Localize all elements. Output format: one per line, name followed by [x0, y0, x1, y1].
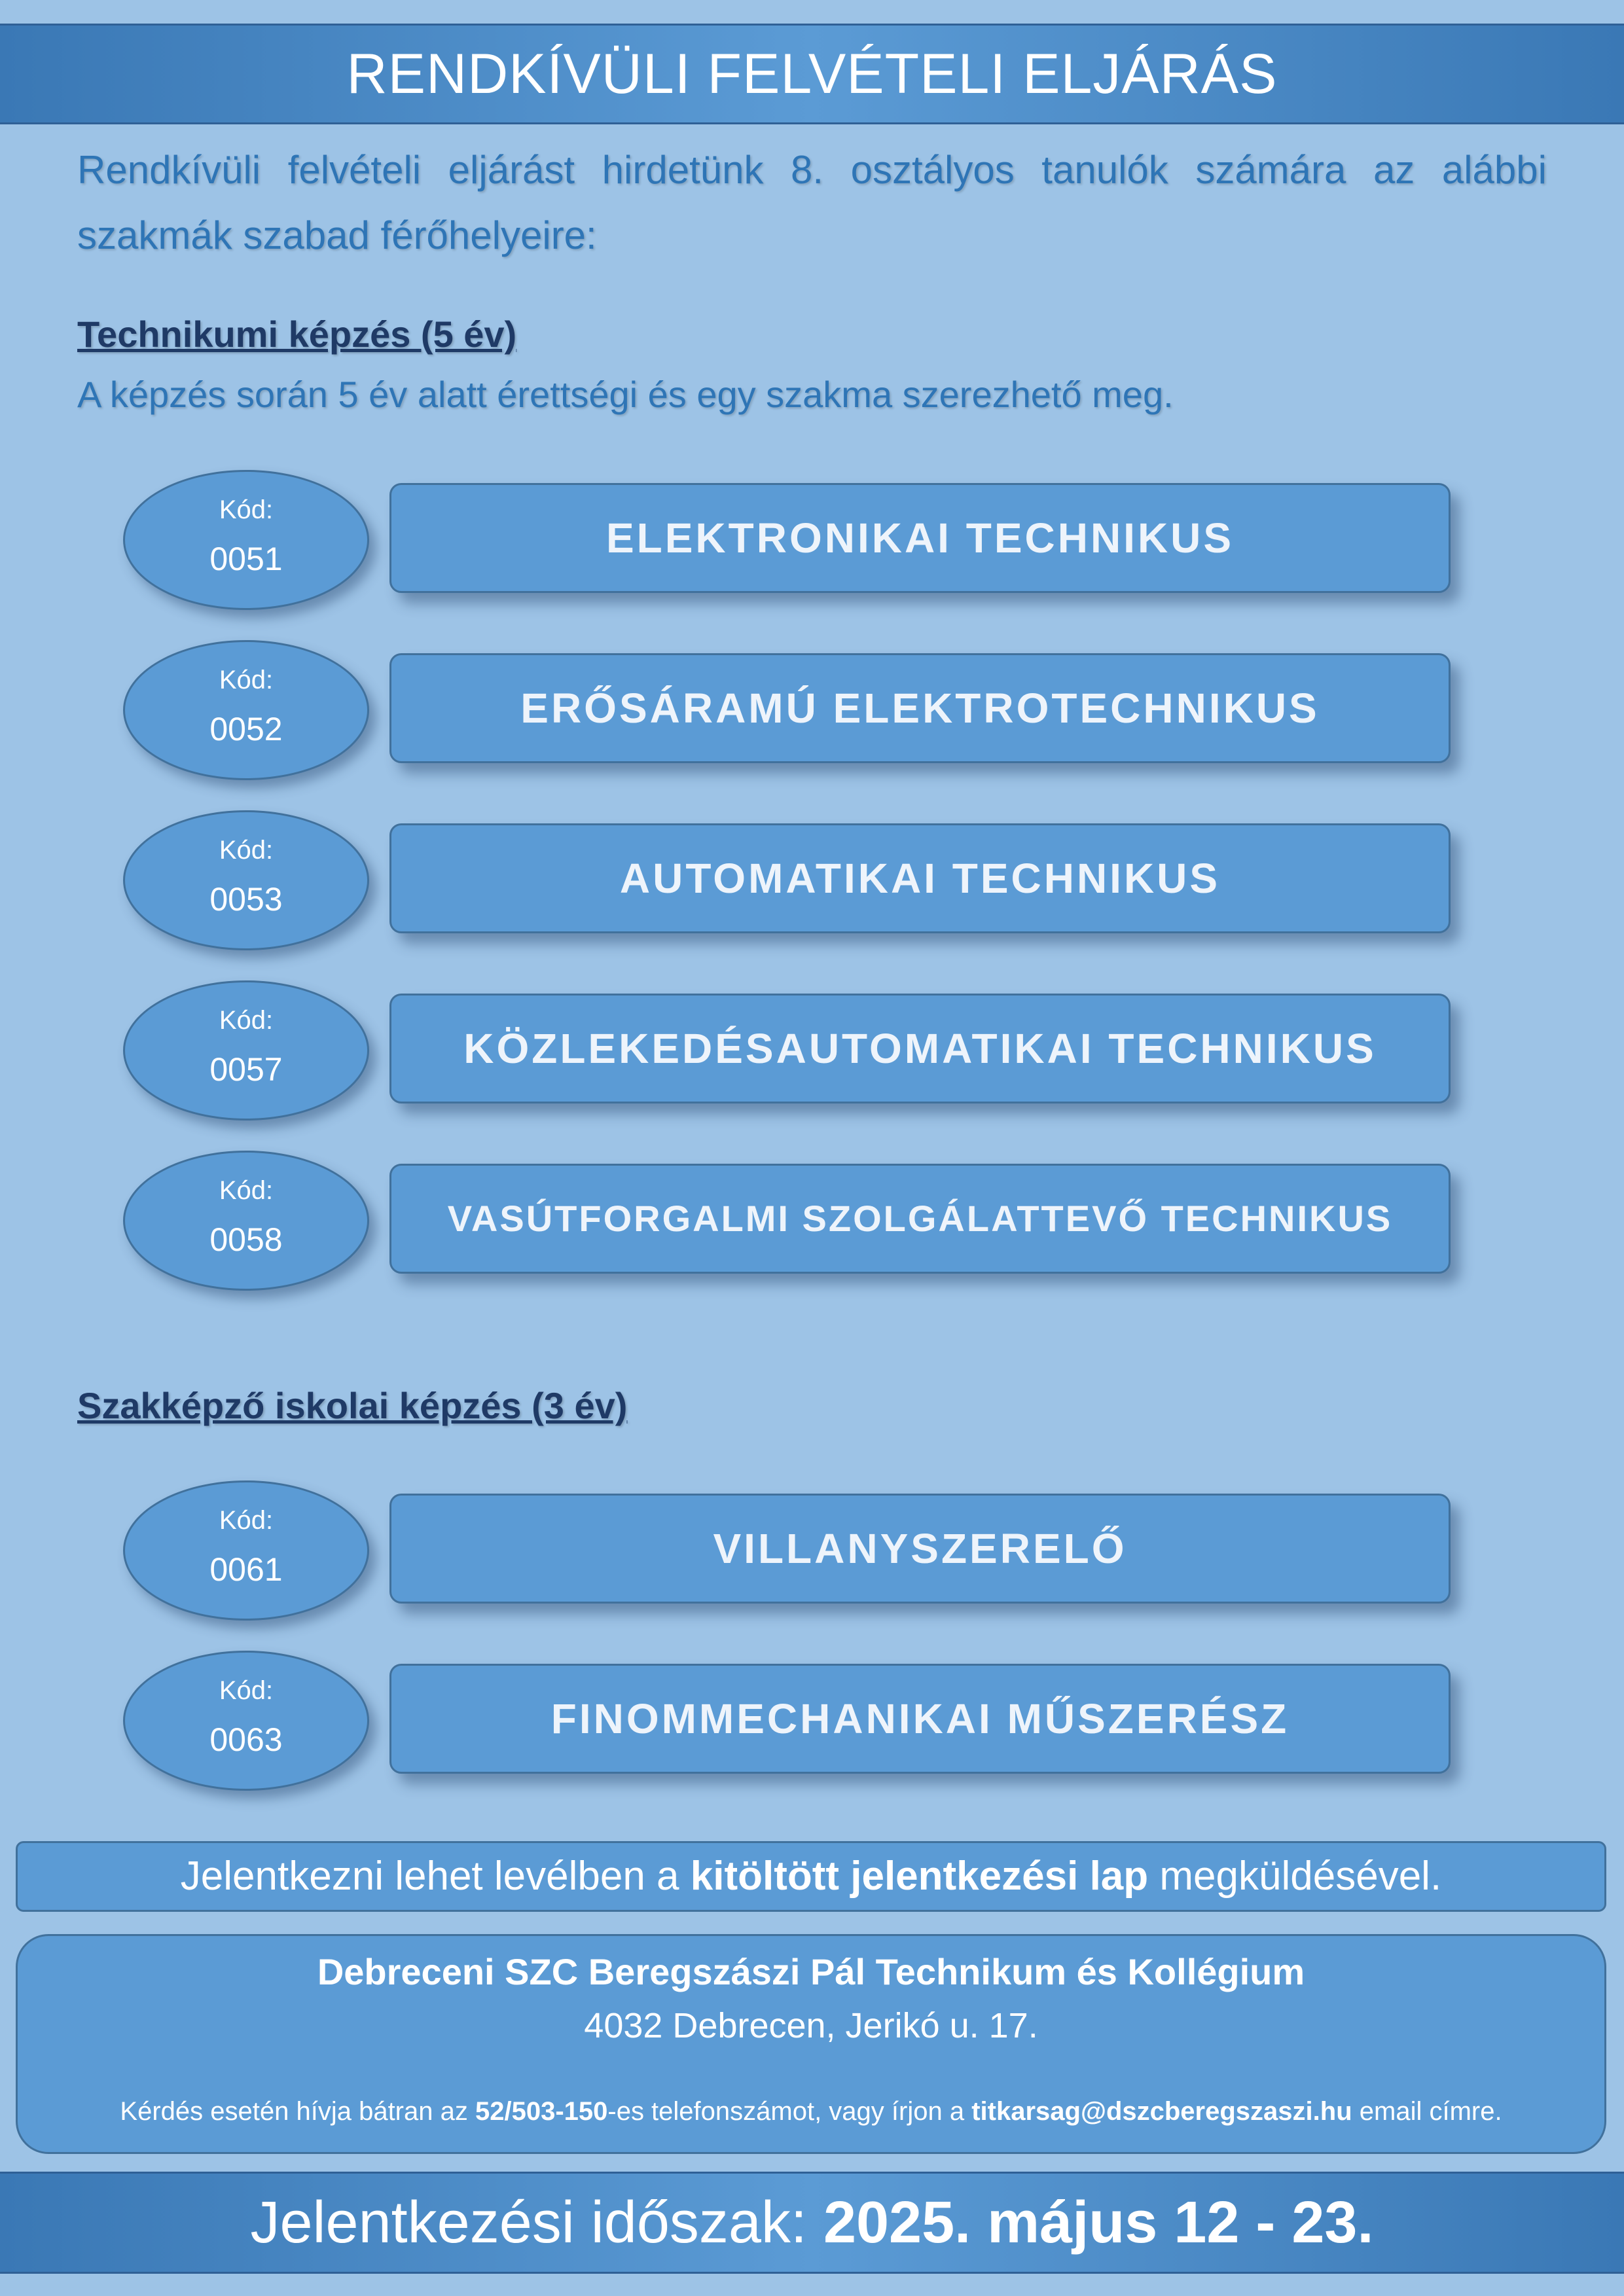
school-contact [18, 2097, 1604, 2126]
application-form-emphasis: kitöltött jelentkezési lap [690, 1854, 1149, 1899]
code-label: Kód: [219, 1676, 274, 1705]
program-row-0063 [0, 1651, 1624, 1788]
code-oval [123, 640, 369, 780]
phone-number: 52/503-150 [475, 2097, 608, 2126]
program-name: VILLANYSZERELŐ [389, 1494, 1451, 1604]
code-label: Kód: [219, 495, 274, 524]
program-row-0058 [0, 1151, 1624, 1288]
application-prefix: Jelentkezni lehet levélben a [180, 1854, 691, 1899]
code-label: Kód: [219, 1176, 274, 1205]
application-suffix: megküldésével. [1148, 1854, 1442, 1899]
program-row-0052 [0, 640, 1624, 778]
program-row-0051 [0, 470, 1624, 607]
program-name: AUTOMATIKAI TECHNIKUS [389, 823, 1451, 933]
school-address: 4032 Debrecen, Jerikó u. 17. [584, 2006, 1038, 2045]
email-address: titkarsag@dszcberegszaszi.hu [971, 2097, 1352, 2126]
code-oval [123, 470, 369, 610]
intro-text: Rendkívüli felvételi eljárást hirdetünk 8. osztályos tanulók számára az alábbi szakmák szabad férőhelyeire: [77, 148, 1547, 257]
technikum-section-desc: A képzés során 5 év alatt érettségi és egy szakma szerezhető meg. [77, 374, 1174, 415]
szakkepzo-section-title: Szakképző iskolai képzés (3 év) [77, 1385, 628, 1426]
code-oval [123, 1651, 369, 1791]
school-info-box [16, 1934, 1606, 2154]
program-name: ERŐSÁRAMÚ ELEKTROTECHNIKUS [389, 653, 1451, 763]
contact-suffix: email címre. [1352, 2097, 1502, 2126]
program-name: FINOMMECHANIKAI MŰSZERÉSZ [389, 1664, 1451, 1774]
contact-mid: -es telefonszámot, vagy írjon a [607, 2097, 972, 2126]
technikum-section-title: Technikumi képzés (5 év) [77, 314, 517, 355]
program-code: 0061 [209, 1551, 283, 1588]
code-oval [123, 1480, 369, 1621]
program-code: 0051 [209, 541, 283, 577]
code-label: Kód: [219, 1506, 274, 1535]
code-oval [123, 810, 369, 950]
program-code: 0052 [209, 711, 283, 747]
code-oval [123, 1151, 369, 1291]
program-row-0057 [0, 980, 1624, 1118]
program-row-0061 [0, 1480, 1624, 1618]
code-label: Kód: [219, 1006, 274, 1035]
program-code: 0058 [209, 1221, 283, 1258]
code-label: Kód: [219, 666, 274, 694]
period-label: Jelentkezési időszak: [250, 2190, 823, 2255]
school-name: Debreceni SZC Beregszászi Pál Technikum és Kollégium [317, 1951, 1305, 1992]
program-code: 0063 [209, 1721, 283, 1758]
period-dates: 2025. május 12 - 23. [823, 2190, 1374, 2255]
page-title: RENDKÍVÜLI FELVÉTELI ELJÁRÁS [346, 43, 1278, 105]
contact-prefix: Kérdés esetén hívja bátran az [120, 2097, 475, 2126]
program-code: 0053 [209, 881, 283, 918]
program-name: ELEKTRONIKAI TECHNIKUS [389, 483, 1451, 593]
program-code: 0057 [209, 1051, 283, 1088]
application-notice [16, 1841, 1606, 1912]
program-name: VASÚTFORGALMI SZOLGÁLATTEVŐ TECHNIKUS [389, 1164, 1451, 1274]
code-oval [123, 980, 369, 1121]
application-period-footer [0, 2172, 1624, 2274]
page-header [0, 24, 1624, 124]
code-label: Kód: [219, 836, 274, 865]
program-name: KÖZLEKEDÉSAUTOMATIKAI TECHNIKUS [389, 994, 1451, 1103]
program-row-0053 [0, 810, 1624, 948]
